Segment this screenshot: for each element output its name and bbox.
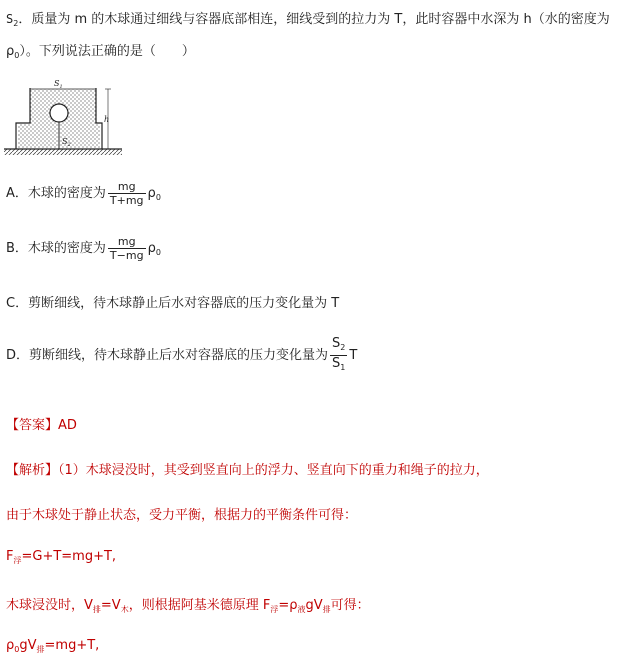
option-a-num: mg [108, 180, 146, 194]
option-b-prefix: B．木球的密度为 [6, 241, 106, 256]
analysis-label: 【解析】 [6, 463, 59, 478]
option-d [6, 336, 357, 375]
analysis-line-5: $\rho_0gV_排=mg+T$, [6, 638, 100, 654]
answer-value: AD [58, 418, 77, 433]
option-a-rho-sub: 0 [155, 193, 161, 202]
ground [4, 149, 122, 155]
question-s2-sub: 2 [13, 19, 19, 28]
option-b-rho: ρ [147, 241, 156, 256]
option-a-rho: ρ [147, 186, 156, 201]
analysis-line-3: $F_浮=G+T=mg+T$, [6, 549, 117, 565]
option-d-prefix: D．剪断细线，待木球静止后水对容器底的压力变化量为 [6, 348, 329, 363]
option-a [6, 180, 161, 207]
analysis-line-1 [6, 459, 489, 478]
option-b-rho-sub: 0 [155, 248, 161, 257]
analysis-line-4: 木球浸没时，$V_排=V_木$，则根据阿基米德原理 $F_浮=\rho_液gV_排$可得： [6, 598, 370, 614]
question-line-2 [6, 40, 195, 60]
option-b-den: T−mg [109, 249, 144, 262]
container-figure [4, 76, 124, 158]
question-text-2: ）。下列说法正确的是（ ） [19, 44, 195, 59]
option-b [6, 235, 161, 262]
label-h: h [104, 115, 110, 124]
option-b-fraction [108, 235, 146, 262]
label-s1: $S_1$ [54, 79, 63, 90]
option-c: C．剪断细线，待木球静止后水对容器底的压力变化量为 T [6, 296, 340, 311]
option-a-prefix: A．木球的密度为 [6, 186, 106, 201]
option-a-den: T+mg [109, 194, 144, 207]
label-s2: $S_2$ [62, 137, 71, 148]
question-rho-sub: 0 [14, 51, 20, 60]
wood-ball [50, 104, 68, 122]
answer-label: 【答案】 [6, 418, 59, 433]
option-d-suffix: T [349, 348, 358, 363]
option-a-fraction [108, 180, 146, 207]
option-d-fraction [330, 336, 347, 375]
option-d-num: $S_2$ [330, 336, 347, 356]
option-b-num: mg [108, 235, 146, 249]
analysis-line-2: 由于木球处于静止状态，受力平衡，根据力的平衡条件可得： [6, 508, 358, 523]
option-d-den: $S_1$ [332, 356, 346, 372]
answer-line [6, 414, 77, 433]
question-text-1: ．质量为 m 的木球通过细线与容器底部相连，细线受到的拉力为 T，此时容器中水深为 h（水的密度为 [18, 12, 610, 27]
analysis-p1: （1）木球浸没时，其受到竖直向上的浮力、竖直向下的重力和绳子的拉力， [58, 463, 489, 478]
question-line-1 [6, 8, 610, 28]
question-s2: S [6, 12, 14, 26]
question-rho: ρ [6, 44, 15, 59]
